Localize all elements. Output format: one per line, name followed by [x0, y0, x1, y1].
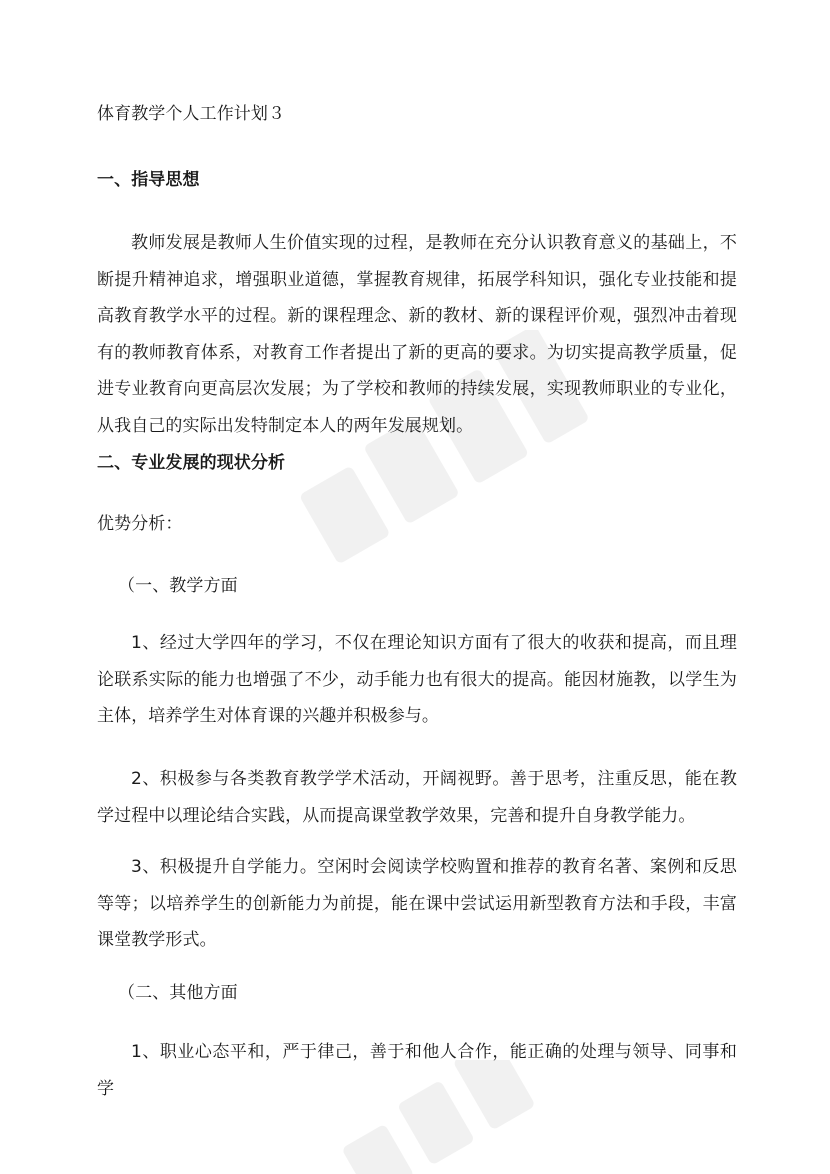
document-title: 体育教学个人工作计划３ — [97, 104, 286, 124]
section1-heading: 一、指导思想 — [97, 170, 200, 190]
other-item-1: 1、职业心态平和，严于律己，善于和他人合作，能正确的处理与领导、同事和学 — [97, 1042, 737, 1099]
other-subheading: （二、其他方面 — [118, 983, 238, 1003]
section2-heading: 二、专业发展的现状分析 — [97, 453, 286, 473]
teaching-item-1: 1、经过大学四年的学习，不仅在理论知识方面有了很大的收获和提高，而且理论联系实际的能力也增强了不少，动手能力也有很大的提高。能因材施教，以学生为主体，培养学生对体育课的兴趣并积极参与。 — [97, 633, 737, 726]
section1-paragraph: 教师发展是教师人生价值实现的过程，是教师在充分认识教育意义的基础上，不断提升精神追求，增强职业道德，掌握教育规律，拓展学科知识，强化专业技能和提高教育教学水平的过程。新的课程理念、新的教材、新的课程评价观，强烈冲击着现有的教师教育体系，对教育工作者提出了新的更高的要求。为切实提高教学质量，促进专业教育向更高层次发展；为了学校和教师的持续发展，实现教师职业的专业化，从我自己的实际出发特制定本人的两年发展规划。 — [97, 233, 737, 436]
teaching-item-2: 2、积极参与各类教育教学学术活动，开阔视野。善于思考，注重反思，能在教学过程中以理论结合实践，从而提高课堂教学效果，完善和提升自身教学能力。 — [97, 769, 737, 826]
teaching-subheading: （一、教学方面 — [118, 576, 238, 596]
advantages-label: 优势分析： — [97, 514, 183, 534]
teaching-item-3: 3、积极提升自学能力。空闲时会阅读学校购置和推荐的教育名著、案例和反思等等；以培养学生的创新能力为前提，能在课中尝试运用新型教育方法和手段，丰富课堂教学形式。 — [97, 857, 737, 950]
